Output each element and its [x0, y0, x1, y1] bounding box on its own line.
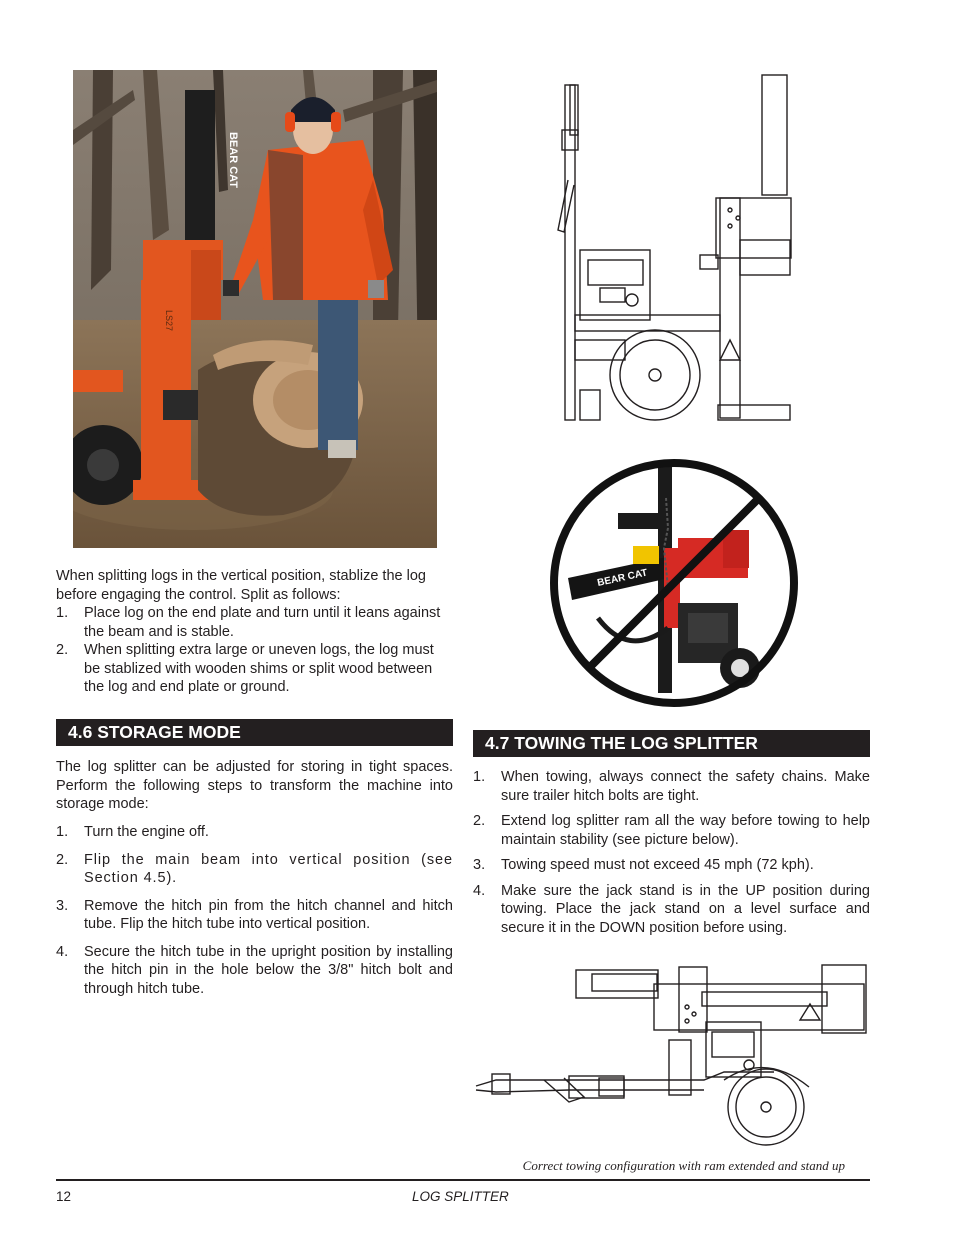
- list-text: Extend log splitter ram all the way before towing to help maintain stability (see picture below).: [501, 813, 870, 848]
- storage-mode-heading: 4.6 STORAGE MODE: [56, 719, 453, 746]
- list-item: [56, 641, 453, 697]
- photo-brand-text: BEAR CAT: [227, 131, 239, 189]
- intro-paragraph: When splitting logs in the vertical position, stablize the log before engaging the control. Split as follows:: [56, 568, 426, 603]
- list-text: Towing speed must not exceed 45 mph (72 kph).: [501, 857, 814, 873]
- list-item: [473, 768, 870, 805]
- towing-configuration-diagram: [474, 962, 870, 1148]
- photo-vertical-splitting: [73, 70, 437, 548]
- towing-caption: Correct towing configuration with ram extended and stand up: [522, 1158, 845, 1173]
- list-number: 2.: [473, 813, 486, 829]
- list-item: [56, 943, 453, 999]
- prohibited-brand-text: BEAR CAT: [596, 567, 649, 589]
- photo-illustration: [73, 70, 437, 548]
- prohibited-configuration-image: [538, 458, 810, 710]
- list-item: [56, 823, 453, 842]
- list-text: Flip the main beam into vertical position (see Section 4.5).: [84, 851, 453, 886]
- list-number: 1.: [56, 605, 69, 621]
- list-number: 2.: [56, 851, 69, 868]
- list-text: Remove the hitch pin from the hitch channel and hitch tube. Flip the hitch tube into vertical position.: [84, 897, 453, 932]
- photo-brand-label: [227, 132, 239, 188]
- list-text: Turn the engine off.: [84, 824, 209, 840]
- storage-mode-diagram: [540, 70, 802, 422]
- list-item: [56, 851, 453, 888]
- list-item: [473, 812, 870, 849]
- towing-steps-list: [473, 768, 870, 937]
- storage-intro-paragraph: The log splitter can be adjusted for storing in tight spaces. Perform the following steps to transform the machine into storage mode:: [56, 759, 453, 812]
- list-text: When towing, always connect the safety chains. Make sure trailer hitch bolts are tight.: [501, 769, 870, 804]
- list-text: Secure the hitch tube in the upright position by installing the hitch pin in the hole below the 3/8" hitch bolt and through hitch tube.: [84, 943, 453, 997]
- list-item: [473, 882, 870, 938]
- list-text: When splitting extra large or uneven logs, the log must be stablized with wooden shims or split wood between the log and end plate or ground.: [84, 642, 434, 695]
- page-number: 12: [56, 1189, 72, 1204]
- storage-steps-list: [56, 823, 453, 998]
- list-number: 3.: [473, 857, 486, 873]
- list-item: [56, 897, 453, 934]
- list-number: 2.: [56, 642, 69, 658]
- list-number: 1.: [56, 824, 69, 840]
- footer-title: LOG SPLITTER: [412, 1189, 509, 1204]
- list-text: Place log on the end plate and turn until it leans against the beam and is stable.: [84, 605, 441, 640]
- list-number: 3.: [56, 897, 69, 914]
- list-number: 4.: [56, 943, 69, 960]
- list-item: [473, 856, 870, 875]
- list-text: Make sure the jack stand is in the UP position during towing. Place the jack stand on a level surface and secure it in the DOWN position before using.: [501, 882, 870, 936]
- list-number: 4.: [473, 882, 486, 899]
- list-number: 1.: [473, 769, 486, 785]
- footer-rule: [56, 1179, 870, 1181]
- intro-steps-list: [56, 604, 453, 697]
- photo-model-text: LS27: [164, 310, 174, 332]
- towing-heading: 4.7 TOWING THE LOG SPLITTER: [473, 730, 870, 757]
- list-item: [56, 604, 453, 641]
